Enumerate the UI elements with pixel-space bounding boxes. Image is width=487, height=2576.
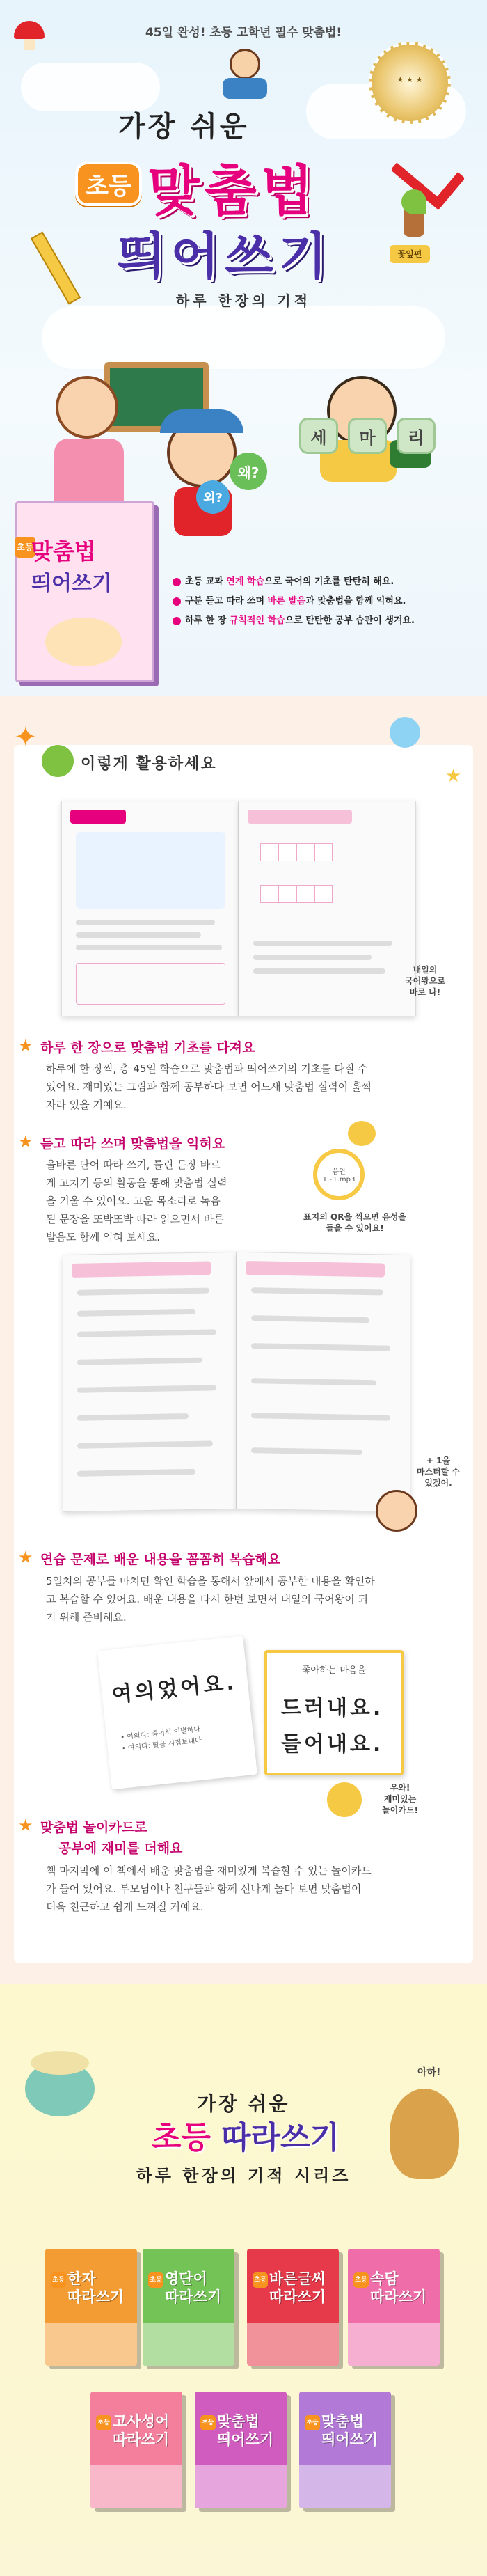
star-icon: ★ xyxy=(445,766,462,787)
book-illustration xyxy=(143,2323,234,2366)
book-title: 고사성어 따라쓰기 xyxy=(113,2413,170,2448)
book-title: 속담 따라쓰기 xyxy=(370,2270,427,2305)
hero-title-line1: 맞춤법 xyxy=(147,160,318,223)
point-title-line2: 공부에 재미를 더해요 xyxy=(58,1841,183,1856)
series-easiest: 가장 쉬운 xyxy=(197,2092,290,2115)
leaf-icon xyxy=(401,189,426,214)
text-line xyxy=(253,941,392,946)
series-book-cover[interactable] xyxy=(45,2249,137,2366)
text-line xyxy=(77,1413,189,1421)
star-icon: ★ xyxy=(18,1548,33,1567)
card-answer-2: 들어내요. xyxy=(281,1732,384,1757)
example-page-left xyxy=(61,801,239,1016)
point-body: 올바른 단어 따라 쓰기, 틀린 문장 바르 게 고치기 등의 활동을 통해 맞춤법 실력 을 키울 수 있어요. 고운 목소리로 녹음 된 문장을 또박또박 따라 읽으면서 바른 발음도 함께 익혀 보세요. xyxy=(46,1159,227,1243)
series-book-cover[interactable] xyxy=(90,2392,182,2508)
feature-text: 하루 한 장 xyxy=(185,615,230,626)
text-line xyxy=(251,1287,383,1295)
exercise-page-left xyxy=(63,1252,237,1512)
hero-easiest: 가장 쉬운 xyxy=(118,111,250,143)
card-callout: 우와! 재미있는 놀이카드! xyxy=(382,1783,418,1815)
jamo-tile: 리 xyxy=(397,418,436,454)
book-grade-badge: 초등 xyxy=(96,2415,111,2430)
bullet-icon xyxy=(173,597,181,606)
page-illustration xyxy=(76,832,225,909)
star-icon: ★ xyxy=(18,1132,33,1152)
question-bubble: 외? xyxy=(196,480,230,514)
cloud-decoration xyxy=(42,306,445,369)
girl-illustration xyxy=(56,376,118,439)
book-grade-badge: 초등 xyxy=(51,2272,66,2288)
text-line xyxy=(251,1315,369,1323)
series-section xyxy=(0,1984,487,2576)
book-title: 한자 따라쓰기 xyxy=(67,2270,125,2305)
series-book-cover[interactable] xyxy=(348,2249,440,2366)
book-title: 영단어 따라쓰기 xyxy=(165,2270,222,2305)
feature-item xyxy=(173,572,472,592)
writing-cell xyxy=(278,843,296,861)
star-icon: ★ xyxy=(18,1816,33,1835)
play-card-front xyxy=(97,1636,257,1790)
series-name: 따라쓰기 xyxy=(221,2120,340,2155)
series-book-cover[interactable] xyxy=(143,2249,234,2366)
writing-cell xyxy=(296,843,314,861)
example-page-right xyxy=(239,801,416,1016)
card-answer-1: 드러내요. xyxy=(281,1696,384,1720)
planet-icon xyxy=(390,717,420,748)
mascot-label: 아하! xyxy=(417,2067,441,2078)
point-title: 연습 문제로 배운 내용을 꼼꼼히 복습해요 xyxy=(40,1552,281,1567)
point-title: 듣고 따라 쓰며 맞춤법을 익혀요 xyxy=(40,1136,225,1152)
book-illustration xyxy=(45,2323,137,2366)
popcorn-icon xyxy=(31,2051,89,2075)
card-lead: 좋아하는 마음을 xyxy=(301,1665,367,1676)
jamo-tile: 세 xyxy=(299,418,338,454)
feature-list xyxy=(173,565,472,638)
book-title: 바른글씨 따라쓰기 xyxy=(269,2270,326,2305)
page-header-bar xyxy=(72,1261,211,1277)
hero-subtitle: 하루 한장의 기적 xyxy=(175,292,312,309)
point-body: 하루에 한 장씩, 총 45일 학습으로 맞춤법과 띄어쓰기의 기초를 다질 수 있어요. 재미있는 그림과 함께 공부하다 보면 어느새 맞춤법 실력이 훌쩍 자라 있을 거예요. xyxy=(46,1062,372,1111)
feature-text: 구분 듣고 따라 쓰며 xyxy=(185,596,268,606)
bullet-icon xyxy=(173,578,181,586)
leaf-tag: 꽃잎편 xyxy=(390,245,430,263)
kid-body xyxy=(223,78,267,99)
text-line xyxy=(77,1469,195,1477)
text-line xyxy=(77,1287,209,1295)
card-note: • 여의다: 죽어서 이별하다 • 여의다: 딸을 시집보내다 xyxy=(120,1725,202,1753)
feature-text: 으로 국어의 기초를 탄탄히 해요. xyxy=(264,576,394,587)
kid-illustration xyxy=(376,1490,417,1532)
book-grade-badge: 초등 xyxy=(253,2272,268,2288)
qr-filename: 1~1.mp3 xyxy=(322,1176,356,1184)
hero-title-line2: 띄어쓰기 xyxy=(117,227,333,285)
kid-illustration xyxy=(230,49,260,79)
hero-section xyxy=(0,0,487,696)
jamo-tile: 마 xyxy=(348,418,387,454)
book-illustration xyxy=(45,618,122,666)
point-body: 5일치의 공부를 마치면 확인 학습을 통해서 앞에서 공부한 내용을 확인하 고 복습할 수 있어요. 배운 내용을 다시 한번 보면서 내일의 국어왕이 되 기 위해 준비해요. xyxy=(46,1575,375,1624)
page-header-bar xyxy=(246,1261,385,1277)
point-title: 하루 한 장으로 맞춤법 기초를 다져요 xyxy=(40,1040,255,1055)
text-line xyxy=(77,1309,195,1317)
feature-text: 과 맞춤법을 함께 익혀요. xyxy=(305,596,406,606)
question-bubble: 왜? xyxy=(230,453,267,490)
book-grade-badge: 초등 xyxy=(200,2415,216,2430)
series-book-cover[interactable] xyxy=(299,2392,391,2508)
text-line xyxy=(76,945,222,950)
series-book-cover[interactable] xyxy=(247,2249,339,2366)
text-line xyxy=(76,932,201,938)
boy-cap xyxy=(160,409,244,433)
writing-cell xyxy=(260,885,278,903)
text-line xyxy=(77,1440,213,1448)
text-line xyxy=(253,955,372,960)
text-line xyxy=(77,1329,216,1337)
qr-callout: 표지의 QR을 찍으면 음성을 들을 수 있어요! xyxy=(303,1212,406,1233)
book-grade-badge: 초등 xyxy=(353,2272,369,2288)
series-subtitle: 하루 한장의 기적 시리즈 xyxy=(136,2166,351,2185)
feature-text: 으로 탄탄한 공부 습관이 생겨요. xyxy=(285,615,415,626)
feature-text: 초등 교과 xyxy=(185,576,227,587)
page-header-bar xyxy=(70,810,126,824)
book-illustration xyxy=(299,2465,391,2508)
writing-cell xyxy=(278,885,296,903)
writing-cell xyxy=(296,885,314,903)
book-title-line2: 띄어쓰기 xyxy=(31,572,112,596)
text-line xyxy=(251,1447,362,1455)
text-line xyxy=(77,1358,202,1365)
book-title-line1: 맞춤법 xyxy=(31,538,96,565)
book-grade-badge: 초등 xyxy=(305,2415,320,2430)
how-to-use-section xyxy=(0,696,487,1984)
point-body: 책 마지막에 이 책에서 배운 맞춤법을 재미있게 복습할 수 있는 놀이카드 가 들어 있어요. 부모님이나 친구들과 함께 신나게 놀다 보면 맞춤법이 더욱 친근하고 쉽게 느껴질 거예요. xyxy=(46,1864,372,1913)
star-icon: ✦ xyxy=(14,721,38,753)
card-word: 여의었어요. xyxy=(111,1670,239,1708)
text-line xyxy=(251,1413,390,1420)
book-illustration xyxy=(348,2323,440,2366)
text-line xyxy=(251,1343,390,1351)
star-icon: ★ xyxy=(18,1036,33,1055)
grade-badge: 초등 xyxy=(75,162,142,206)
seal-text: ★ ★ ★ xyxy=(397,75,423,84)
book-illustration xyxy=(247,2323,339,2366)
point-title: 맞춤법 놀이카드로 xyxy=(40,1820,147,1835)
qr-audio-badge xyxy=(313,1149,365,1200)
hero-tagline: 45일 완성! 초등 고학년 필수 맞춤법! xyxy=(145,26,342,40)
cat-icon xyxy=(348,1121,376,1146)
qr-label: 음원 xyxy=(332,1168,346,1176)
text-line xyxy=(251,1378,376,1385)
series-book-cover[interactable] xyxy=(195,2392,287,2508)
feature-item xyxy=(173,611,472,631)
page-header-bar xyxy=(248,810,352,824)
series-grade: 초등 xyxy=(152,2120,211,2155)
mascot-icon xyxy=(327,1782,362,1817)
feature-highlight: 연계 학습 xyxy=(226,576,265,587)
callout-note: 내일의 국어왕으로 바로 나! xyxy=(405,965,445,997)
book-grade-badge: 초등 xyxy=(148,2272,163,2288)
award-seal-icon xyxy=(369,42,451,124)
side-callout: + 1을 마스터할 수 있겠어. xyxy=(416,1456,461,1488)
book-illustration xyxy=(195,2465,287,2508)
feature-highlight: 규칙적인 학습 xyxy=(229,615,285,626)
mushroom-stem xyxy=(24,39,35,50)
play-card-back xyxy=(264,1650,404,1775)
book-cover xyxy=(15,501,154,682)
feature-item xyxy=(173,592,472,611)
practice-box xyxy=(76,963,225,1005)
writing-cell xyxy=(314,843,333,861)
text-line xyxy=(77,1385,216,1392)
book-title: 맞춤법 띄어쓰기 xyxy=(321,2413,378,2448)
bullet-icon xyxy=(173,617,181,625)
book-title: 맞춤법 띄어쓰기 xyxy=(217,2413,274,2448)
exercise-page-right xyxy=(237,1252,410,1512)
text-line xyxy=(76,920,215,925)
writing-cell xyxy=(260,843,278,861)
feature-highlight: 바른 발음 xyxy=(267,596,306,606)
book-grade-badge: 초등 xyxy=(15,537,35,558)
writing-cell xyxy=(314,885,333,903)
broccoli-icon xyxy=(42,745,74,777)
how-title: 이렇게 활용하세요 xyxy=(81,755,217,773)
text-line xyxy=(253,968,385,974)
book-illustration xyxy=(90,2465,182,2508)
